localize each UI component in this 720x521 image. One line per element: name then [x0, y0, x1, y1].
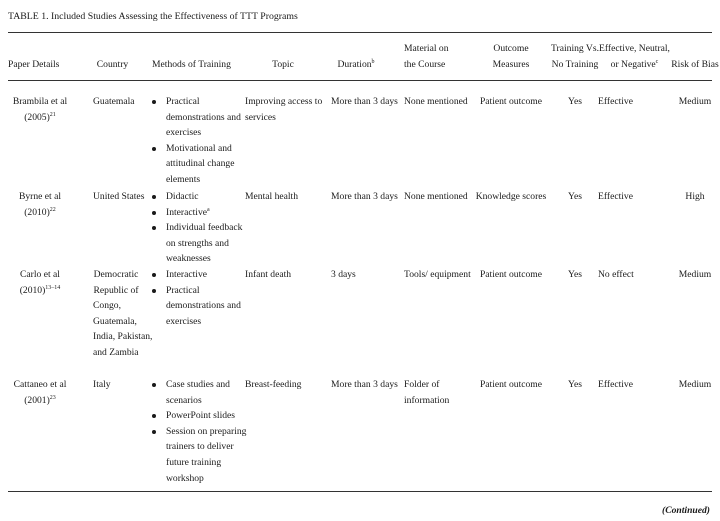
cell-effective: Effective — [598, 191, 633, 202]
method-item — [152, 377, 250, 408]
header-material-line2: the Course — [404, 58, 446, 70]
header-duration-text: Duration — [337, 59, 372, 70]
paper-ref: 21 — [49, 111, 56, 118]
cell-training: Yes — [568, 269, 582, 280]
continued-label: (Continued) — [662, 505, 710, 516]
method-text: Practical demonstrations and exercises — [166, 284, 241, 327]
header-rule — [8, 80, 712, 81]
paper-ref: 22 — [49, 206, 56, 213]
cell-methods — [152, 189, 250, 267]
cell-paper — [0, 267, 80, 298]
method-item — [152, 424, 250, 486]
method-item — [152, 267, 250, 283]
header-outcome — [472, 41, 550, 72]
header-topic: Topic — [272, 59, 294, 70]
header-training — [545, 41, 605, 72]
paper-year: (2010) — [24, 206, 50, 218]
cell-duration: More than 3 days — [331, 191, 398, 202]
bullet-icon — [152, 100, 156, 104]
header-effective-line2-wrap — [597, 57, 672, 73]
method-text: Session on preparing trainers to deliver future training workshop — [166, 425, 247, 484]
cell-material: None mentioned — [404, 191, 468, 202]
country-line: Guatemala — [93, 96, 135, 107]
bullet-icon — [152, 147, 156, 151]
cell-outcome: Patient outcome — [479, 269, 543, 280]
cell-risk: Medium — [678, 379, 712, 390]
method-sup: a — [207, 206, 210, 213]
country-line: Republic of — [93, 284, 139, 296]
cell-methods — [152, 377, 250, 486]
method-text: Individual feedback on strengths and weaknesses — [166, 222, 243, 265]
bullet-icon — [152, 226, 156, 230]
country-line: India, Pakistan, — [93, 331, 153, 343]
cell-material: Tools/ equipment — [404, 269, 471, 280]
cell-paper — [0, 189, 80, 220]
country-line: Democratic — [93, 269, 139, 280]
cell-training: Yes — [568, 191, 582, 202]
cell-country — [93, 377, 153, 393]
cell-material: None mentioned — [404, 96, 468, 107]
bullet-icon — [152, 414, 156, 418]
paper-year: (2010) — [19, 284, 46, 296]
method-text: Didactic — [166, 191, 199, 202]
method-item — [152, 189, 250, 205]
paper-line1: Cattaneo et al — [13, 379, 67, 390]
header-methods: Methods of Training — [152, 59, 231, 70]
header-effective-line2: or Negative — [610, 58, 656, 70]
cell-methods — [152, 267, 250, 329]
method-text: Case studies and scenarios — [166, 379, 230, 406]
method-item — [152, 141, 250, 188]
cell-effective: No effect — [598, 269, 634, 280]
bullet-icon — [152, 211, 156, 215]
header-training-line2: No Training — [551, 58, 599, 70]
method-item — [152, 220, 250, 267]
paper-line2 — [0, 393, 80, 409]
bullet-icon — [152, 289, 156, 293]
paper-line2 — [0, 205, 80, 221]
header-paper-details: Paper Details — [8, 59, 60, 70]
header-country: Country — [96, 59, 129, 70]
paper-year: (2005) — [24, 111, 50, 123]
cell-topic: Mental health — [245, 191, 299, 202]
top-rule — [8, 32, 712, 33]
cell-material: Folder of information — [404, 379, 450, 406]
header-outcome-line2: Measures — [492, 58, 530, 70]
paper-line1: Brambila et al — [12, 96, 68, 107]
header-training-line1: Training Vs. — [551, 43, 599, 54]
cell-effective: Effective — [598, 379, 633, 390]
paper-ref: 13–14 — [45, 284, 61, 291]
method-text: Motivational and attitudinal change elements — [166, 142, 235, 185]
header-effective-sup: c — [655, 58, 659, 65]
bullet-icon — [152, 273, 156, 277]
method-item — [152, 205, 250, 221]
header-risk: Risk of Bias — [671, 59, 719, 70]
cell-training: Yes — [568, 379, 582, 390]
method-item — [152, 283, 250, 330]
cell-paper — [0, 377, 80, 408]
cell-country — [76, 267, 156, 361]
bullet-icon — [152, 195, 156, 199]
cell-country — [93, 189, 153, 205]
header-outcome-line1: Outcome — [493, 43, 529, 54]
cell-outcome: Knowledge scores — [475, 191, 547, 202]
method-text: Interactive — [166, 269, 208, 280]
cell-duration: 3 days — [331, 269, 356, 280]
paper-year: (2001) — [24, 394, 50, 406]
method-item — [152, 94, 250, 141]
header-effective-line1: Effective, Neutral, — [599, 43, 670, 54]
header-duration-sup: b — [371, 58, 375, 65]
cell-country — [93, 94, 153, 110]
cell-methods — [152, 94, 250, 188]
method-text: Interactive — [166, 206, 208, 218]
cell-topic: Breast-feeding — [245, 379, 302, 390]
cell-duration: More than 3 days — [331, 379, 398, 390]
cell-duration: More than 3 days — [331, 96, 398, 107]
header-material-line1: Material on — [404, 43, 449, 54]
method-text: PowerPoint slides — [166, 410, 236, 422]
paper-line1: Carlo et al — [20, 269, 60, 280]
country-line: Italy — [93, 379, 111, 390]
cell-topic: Improving access to services — [245, 96, 323, 123]
cell-outcome: Patient outcome — [479, 379, 543, 390]
cell-outcome: Patient outcome — [479, 96, 543, 107]
method-item — [152, 408, 250, 424]
country-line: Congo, — [93, 300, 121, 312]
bullet-icon — [152, 430, 156, 434]
country-line: United States — [93, 191, 145, 202]
cell-training: Yes — [568, 96, 582, 107]
cell-risk: High — [685, 191, 705, 202]
cell-risk: Medium — [678, 269, 712, 280]
country-line: and Zambia — [93, 346, 139, 358]
cell-topic: Infant death — [245, 269, 292, 280]
header-effective — [597, 41, 672, 72]
bottom-rule — [8, 491, 712, 492]
method-text: Practical demonstrations and exercises — [166, 96, 241, 139]
cell-effective: Effective — [598, 96, 633, 107]
bullet-icon — [152, 383, 156, 387]
table-caption: TABLE 1. Included Studies Assessing the Effectiveness of TTT Programs — [8, 11, 298, 22]
cell-paper — [0, 94, 80, 125]
paper-line2 — [0, 283, 80, 299]
cell-risk: Medium — [678, 96, 712, 107]
paper-line2 — [0, 110, 80, 126]
paper-line1: Byrne et al — [18, 191, 62, 202]
header-material — [404, 41, 474, 72]
header-duration — [322, 57, 390, 73]
paper-ref: 23 — [49, 394, 56, 401]
country-line: Guatemala, — [93, 315, 137, 327]
